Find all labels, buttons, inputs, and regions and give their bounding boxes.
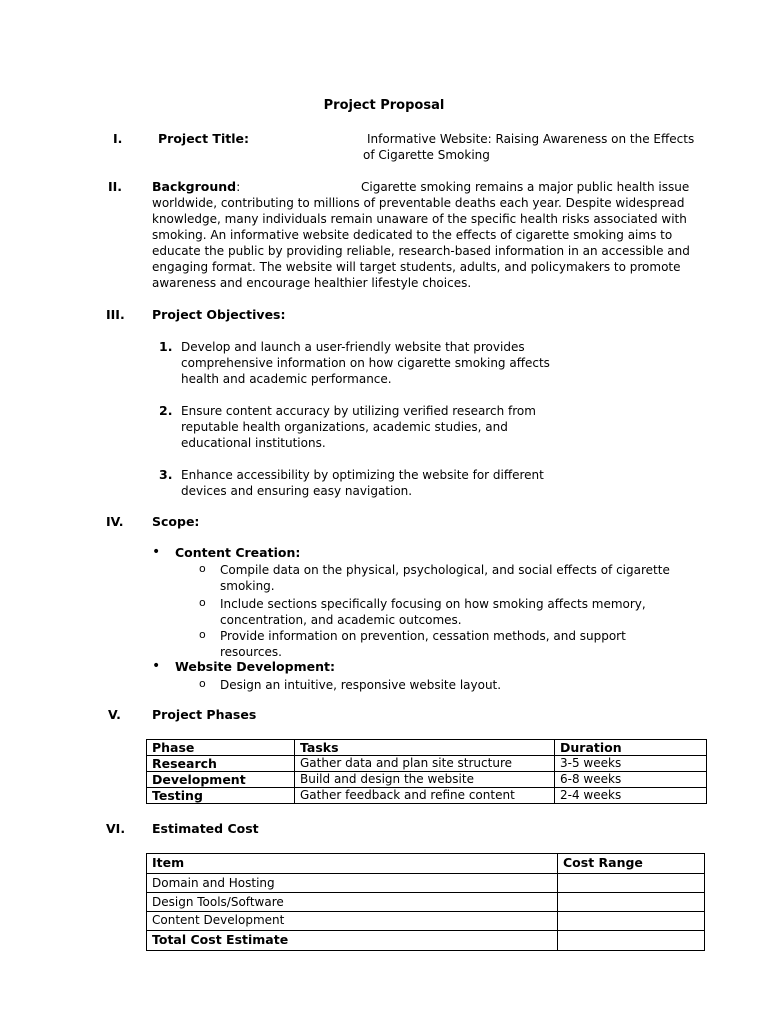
sub-bullet-icon: o — [199, 562, 206, 575]
table-row — [147, 893, 705, 912]
scope-item-label: Content Creation: — [175, 545, 301, 560]
total-cell: Total Cost Estimate — [147, 931, 558, 951]
phases-table — [146, 739, 707, 804]
scope-sub-text: Compile data on the physical, psychological, and social effects of cigarette — [220, 563, 670, 577]
scope-sub-text: concentration, and academic outcomes. — [220, 613, 462, 627]
column-header: Cost Range — [558, 854, 705, 874]
background-text: engaging format. The website will target students, adults, and policymakers to promote — [152, 260, 681, 274]
column-header: Tasks — [295, 740, 555, 756]
table-header-row — [147, 740, 707, 756]
objective-text: Enhance accessibility by optimizing the website for different — [181, 468, 544, 482]
table-row — [147, 874, 705, 893]
section-heading: Estimated Cost — [152, 821, 259, 836]
background-heading: Background: — [152, 179, 241, 194]
page-title: Project Proposal — [323, 98, 445, 113]
table-row — [147, 931, 705, 951]
section-heading: Project Phases — [152, 707, 257, 722]
bullet-icon: • — [152, 658, 161, 674]
duration-cell: 2-4 weeks — [555, 788, 707, 804]
phase-cell: Testing — [147, 788, 295, 804]
section-number: I. — [113, 131, 123, 146]
objective-text: educational institutions. — [181, 436, 326, 450]
cost-item-cell: Content Development — [147, 912, 558, 931]
table-row — [147, 772, 707, 788]
task-cell: Build and design the website — [295, 772, 555, 788]
objective-text: Ensure content accuracy by utilizing verified research from — [181, 404, 536, 418]
duration-cell: 3-5 weeks — [555, 756, 707, 772]
cost-item-cell: Domain and Hosting — [147, 874, 558, 893]
column-header: Duration — [555, 740, 707, 756]
background-text: knowledge, many individuals remain unaware of the specific health risks associated with — [152, 212, 687, 226]
section-heading: Project Objectives: — [152, 307, 286, 322]
bullet-icon: • — [152, 544, 161, 560]
phase-cell: Development — [147, 772, 295, 788]
scope-sub-text: Design an intuitive, responsive website layout. — [220, 678, 502, 692]
background-text: awareness and encourage healthier lifestyle choices. — [152, 276, 472, 290]
section-heading: Scope: — [152, 514, 200, 529]
objective-number: 1. — [159, 339, 173, 354]
table-header-row — [147, 854, 705, 874]
sub-bullet-icon: o — [199, 677, 206, 690]
background-text: smoking. An informative website dedicated to the effects of cigarette smoking aims to — [152, 228, 673, 242]
task-cell: Gather feedback and refine content — [295, 788, 555, 804]
cost-range-cell — [558, 893, 705, 912]
objective-number: 3. — [159, 467, 173, 482]
section-number: II. — [108, 179, 123, 194]
section-number: VI. — [106, 821, 126, 836]
objective-text: comprehensive information on how cigarette smoking affects — [181, 356, 550, 370]
cost-item-cell: Design Tools/Software — [147, 893, 558, 912]
duration-cell: 6-8 weeks — [555, 772, 707, 788]
task-cell: Gather data and plan site structure — [295, 756, 555, 772]
objective-text: health and academic performance. — [181, 372, 392, 386]
phase-cell: Research — [147, 756, 295, 772]
objective-text: Develop and launch a user-friendly website that provides — [181, 340, 525, 354]
section-number: III. — [106, 307, 125, 322]
objective-number: 2. — [159, 403, 173, 418]
background-text: Cigarette smoking remains a major public health issue — [361, 180, 690, 194]
cost-range-cell — [558, 931, 705, 951]
objective-text: reputable health organizations, academic studies, and — [181, 420, 508, 434]
scope-sub-text: resources. — [220, 645, 282, 659]
section-heading: Project Title: — [158, 131, 249, 146]
project-title-line: of Cigarette Smoking — [363, 148, 490, 162]
scope-sub-text: Provide information on prevention, cessation methods, and support — [220, 629, 626, 643]
column-header: Item — [147, 854, 558, 874]
background-text: educate the public by providing reliable, research-based information in an accessible and — [152, 244, 690, 258]
project-title-line: Informative Website: Raising Awareness on the Effects — [367, 132, 695, 146]
table-row — [147, 756, 707, 772]
section-number: V. — [108, 707, 121, 722]
cost-range-cell — [558, 874, 705, 893]
objective-text: devices and ensuring easy navigation. — [181, 484, 413, 498]
section-number: IV. — [106, 514, 124, 529]
table-row — [147, 912, 705, 931]
cost-table — [146, 853, 705, 951]
scope-item-label: Website Development: — [175, 659, 335, 674]
background-text: worldwide, contributing to millions of preventable deaths each year. Despite widespread — [152, 196, 685, 210]
column-header: Phase — [147, 740, 295, 756]
table-row — [147, 788, 707, 804]
sub-bullet-icon: o — [199, 628, 206, 641]
scope-sub-text: Include sections specifically focusing on how smoking affects memory, — [220, 597, 646, 611]
scope-sub-text: smoking. — [220, 579, 275, 593]
cost-range-cell — [558, 912, 705, 931]
sub-bullet-icon: o — [199, 596, 206, 609]
